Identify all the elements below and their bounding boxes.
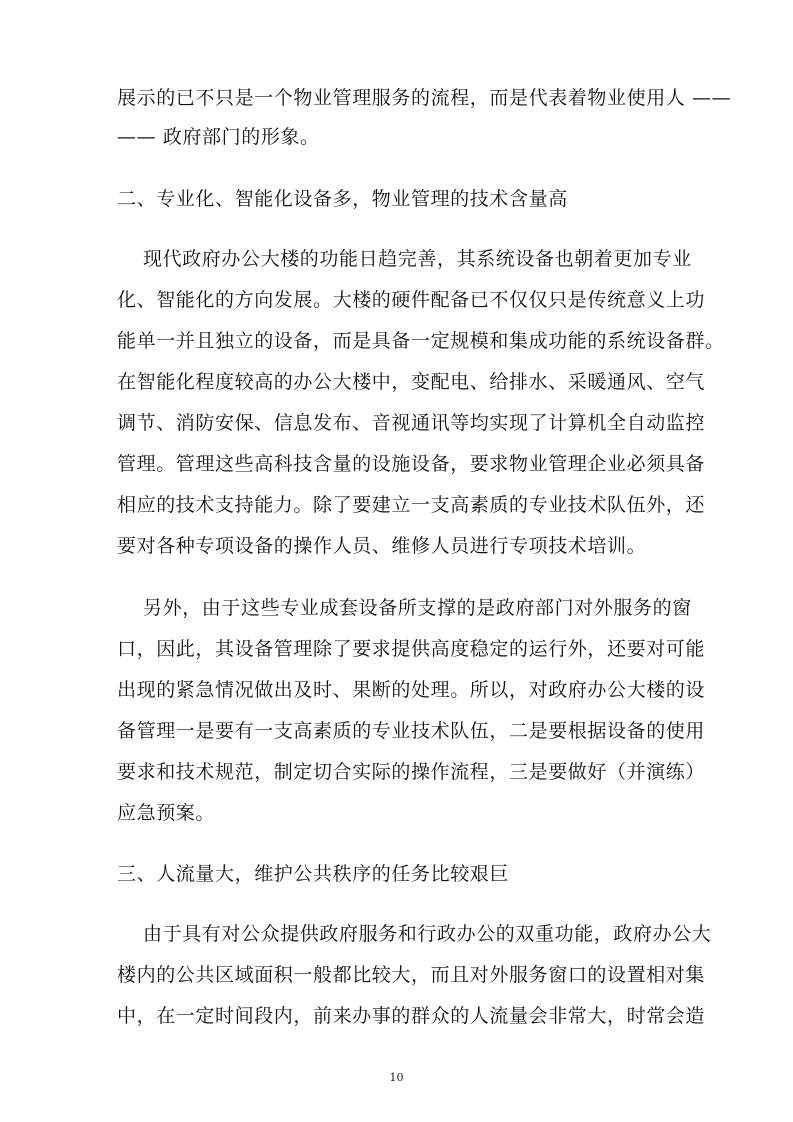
paragraph-line: 楼内的公共区域面积一般都比较大，而且对外服务窗口的设置相对集 (117, 964, 706, 986)
paragraph-line: 管理。管理这些高科技含量的设施设备，要求物业管理企业必须具备 (117, 453, 706, 475)
paragraph-line: 在智能化程度较高的办公大楼中，变配电、给排水、采暖通风、空气 (117, 371, 706, 393)
paragraph-line: 由于具有对公众提供政府服务和行政办公的双重功能，政府办公大 (143, 923, 712, 945)
paragraph-line: 化、智能化的方向发展。大楼的硬件配备已不仅仅只是传统意义上功 (117, 289, 706, 311)
paragraph-line: 现代政府办公大楼的功能日趋完善，其系统设备也朝着更加专业 (143, 248, 692, 270)
paragraph-line: 调节、消防安保、信息发布、音视通讯等均实现了计算机全自动监控 (117, 412, 706, 434)
paragraph-line: 口，因此，其设备管理除了要求提供高度稳定的运行外，还要对可能 (117, 638, 706, 660)
paragraph-line: 相应的技术支持能力。除了要建立一支高素质的专业技术队伍外，还 (117, 494, 706, 516)
section-heading: 二、专业化、智能化设备多，物业管理的技术含量高 (117, 188, 568, 210)
paragraph-line: 另外，由于这些专业成套设备所支撑的是政府部门对外服务的窗 (143, 597, 692, 619)
paragraph-line: 能单一并且独立的设备，而是具备一定规模和集成功能的系统设备群。 (117, 330, 725, 352)
section-heading: 三、人流量大，维护公共秩序的任务比较艰巨 (117, 863, 510, 885)
paragraph-line: 备管理一是要有一支高素质的专业技术队伍，二是要根据设备的使用 (117, 720, 706, 742)
page-number: 10 (389, 1071, 404, 1084)
paragraph-line: 要求和技术规范，制定切合实际的操作流程，三是要做好（并演练） (117, 761, 706, 783)
paragraph-line: 应急预案。 (117, 802, 216, 824)
paragraph-line: 要对各种专项设备的操作人员、维修人员进行专项技术培训。 (117, 535, 647, 557)
paragraph-line: 展示的已不只是一个物业管理服务的流程，而是代表着物业使用人 —— (117, 87, 732, 109)
paragraph-line: —— 政府部门的形象。 (117, 126, 320, 148)
paragraph-line: 出现的紧急情况做出及时、果断的处理。所以，对政府办公大楼的设 (117, 679, 706, 701)
paragraph-line: 中，在一定时间段内，前来办事的群众的人流量会非常大，时常会造 (117, 1005, 706, 1027)
